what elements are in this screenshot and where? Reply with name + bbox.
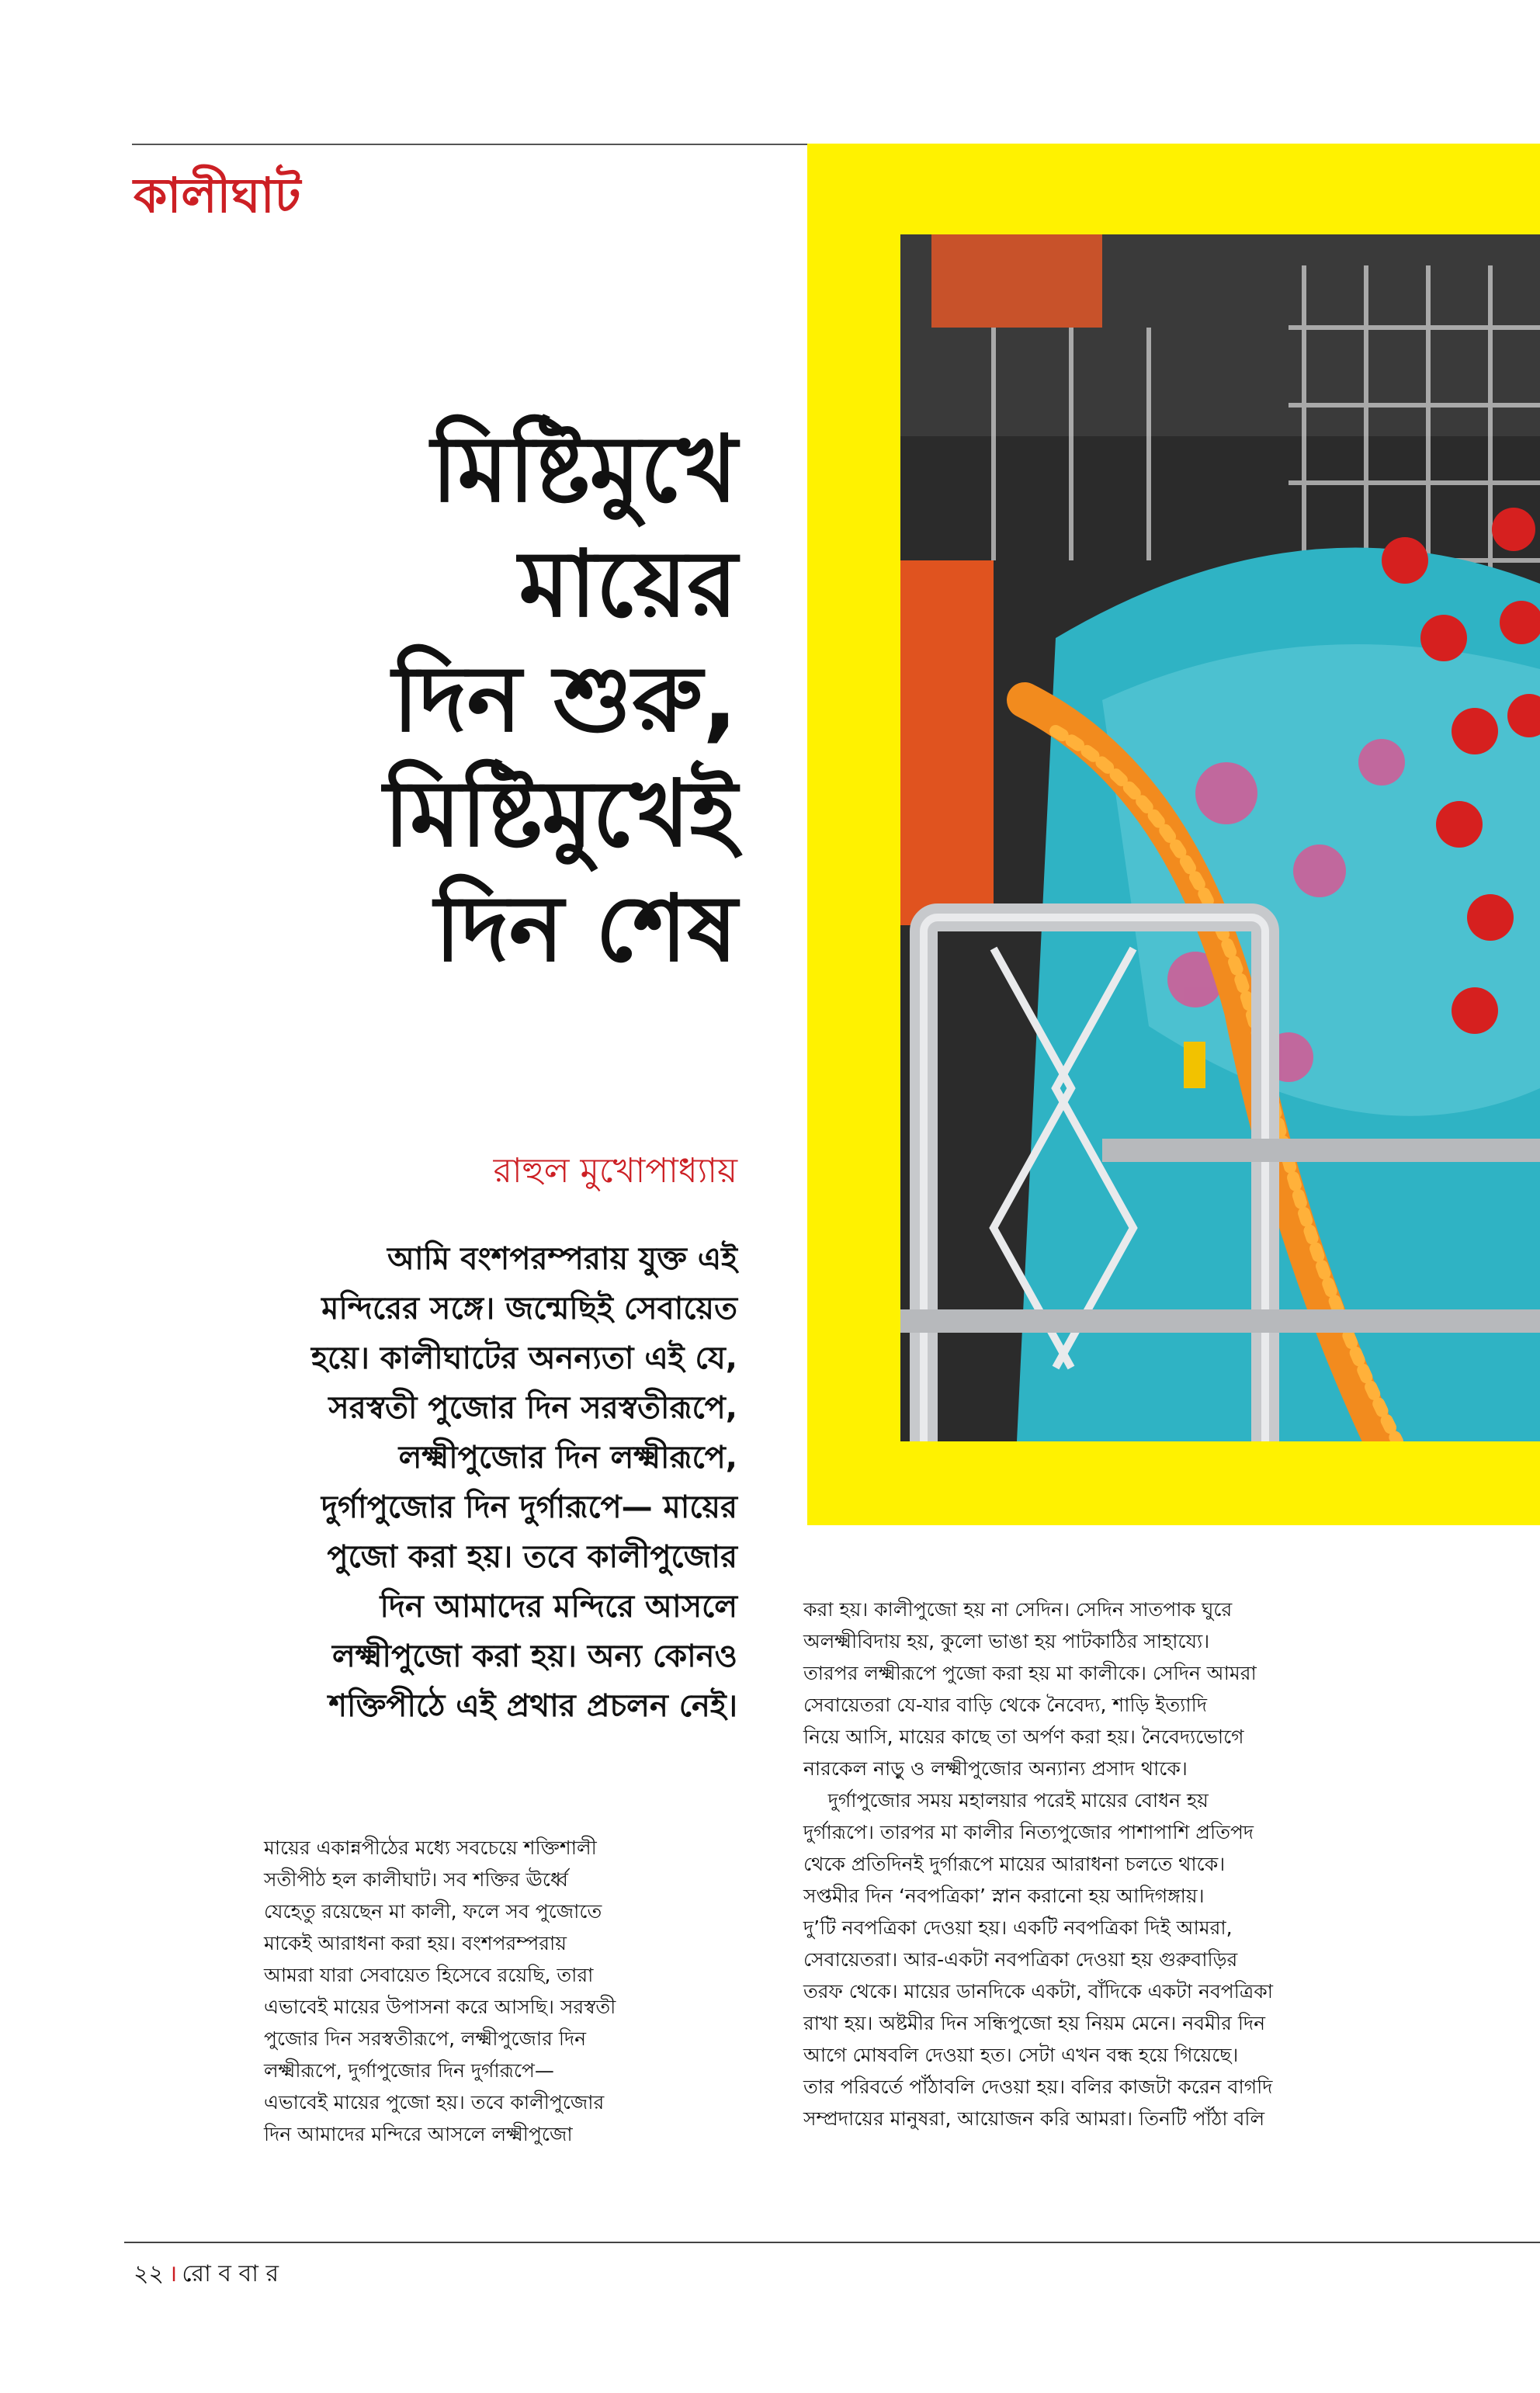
body-line: মাকেই আরাধনা করা হয়। বংশপরম্পরায়	[264, 1932, 567, 1954]
body-line: থেকে প্রতিদিনই দুর্গারূপে মায়ের আরাধনা চলতে থাকে।	[803, 1853, 1226, 1875]
body-line: নারকেল নাড়ু ও লক্ষ্মীপুজোর অন্যান্য প্রসাদ থাকে।	[803, 1757, 1188, 1780]
body-line: সপ্তমীর দিন ‘নবপত্রিকা’ স্নান করানো হয় আদিগঙ্গায়।	[803, 1885, 1205, 1907]
body-line: দু’টি নবপত্রিকা দেওয়া হয়। একটি নবপত্রিকা দিই আমরা,	[803, 1916, 1233, 1939]
body-line: আগে মোষবলি দেওয়া হত। সেটা এখন বন্ধ হয়ে গিয়েছে।	[803, 2044, 1239, 2066]
body-line: রাখা হয়। অষ্টমীর দিন সন্ধিপুজো হয় নিয়ম মেনে। নবমীর দিন	[803, 2012, 1266, 2034]
body-line: দুর্গারূপে। তারপর মা কালীর নিত্যপুজোর পাশাপাশি প্রতিপদ	[803, 1821, 1254, 1843]
headline-line: দিন শেষ	[434, 875, 737, 982]
body-line: নিয়ে আসি, মায়ের কাছে তা অর্পণ করা হয়। নৈবেদ্যভোগে	[803, 1725, 1244, 1748]
body-line: অলক্ষ্মীবিদায় হয়, কুলো ভাঙা হয় পাটকাঠির সাহায্যে।	[803, 1630, 1210, 1653]
pullquote-line: লক্ষ্মীপুজোর দিন লক্ষ্মীরূপে,	[398, 1440, 737, 1476]
body-line: সেবায়েতরা যে-যার বাড়ি থেকে নৈবেদ্য, শাড়ি ইত্যাদি	[803, 1694, 1207, 1716]
pullquote-line: দুর্গাপুজোর দিন দুর্গারূপে— মায়ের	[321, 1490, 737, 1525]
body-line: আমরা যারা সেবায়েত হিসেবে রয়েছি, তারা	[264, 1964, 594, 1986]
pullquote-line: হয়ে। কালীঘাটের অনন্যতা এই যে,	[311, 1340, 737, 1376]
byline: রাহুল মুখোপাধ্যায়	[493, 1151, 737, 1191]
pullquote-line: মন্দিরের সঙ্গে। জন্মেছিই সেবায়েত	[321, 1291, 737, 1327]
pullquote-line: লক্ষ্মীপুজো করা হয়। অন্য কোনও	[331, 1639, 737, 1674]
section-label: কালীঘাট	[134, 167, 301, 224]
pullquote	[210, 1234, 737, 1731]
temple-photo	[900, 234, 1540, 1441]
body-line: দুর্গাপুজোর সময় মহালয়ার পরেই মায়ের বোধন হয়	[803, 1789, 1209, 1812]
pullquote-line: দিন আমাদের মন্দিরে আসলে	[380, 1589, 737, 1625]
folio-separator: ।	[168, 2260, 178, 2287]
folio	[134, 2255, 279, 2294]
body-line: এভাবেই মায়ের পুজো হয়। তবে কালীপুজোর	[264, 2091, 605, 2114]
body-column-left	[264, 1832, 730, 2150]
body-line: সতীপীঠ হল কালীঘাট। সব শক্তির ঊর্ধ্বে	[264, 1868, 568, 1891]
headline-line: মায়ের	[519, 530, 737, 637]
body-line: যেহেতু রয়েছেন মা কালী, ফলে সব পুজোতে	[264, 1900, 602, 1923]
headline-line: দিন শুরু,	[392, 645, 737, 752]
pullquote-line: আমি বংশপরম্পরায় যুক্ত এই	[387, 1241, 737, 1277]
body-line: পুজোর দিন সরস্বতীরূপে, লক্ষ্মীপুজোর দিন	[264, 2027, 587, 2050]
headline-line: মিষ্টিমুখেই	[383, 760, 737, 867]
body-line: তার পরিবর্তে পাঁঠাবলি দেওয়া হয়। বলির কাজটা করেন বাগদি	[803, 2076, 1273, 2098]
page-number: ২২	[134, 2260, 165, 2287]
temple-photo-illustration	[900, 234, 1540, 1441]
pullquote-line: শক্তিপীঠে এই প্রথার প্রচলন নেই।	[328, 1688, 737, 1724]
body-line: লক্ষ্মীরূপে, দুর্গাপুজোর দিন দুর্গারূপে—	[264, 2059, 554, 2082]
pullquote-line: পুজো করা হয়। তবে কালীপুজোর	[327, 1539, 737, 1575]
body-line: করা হয়। কালীপুজো হয় না সেদিন। সেদিন সাতপাক ঘুরে	[803, 1598, 1233, 1621]
body-line: তরফ থেকে। মায়ের ডানদিকে একটা, বাঁদিকে একটা নবপত্রিকা	[803, 1980, 1274, 2003]
publication-name: রো ব বা র	[182, 2260, 279, 2287]
body-line: সম্প্রদায়ের মানুষরা, আয়োজন করি আমরা। তিনটি পাঁঠা বলি	[803, 2107, 1265, 2130]
body-line: দিন আমাদের মন্দিরে আসলে লক্ষ্মীপুজো	[264, 2123, 573, 2145]
headline-line: মিষ্টিমুখে	[431, 415, 737, 522]
bottom-rule	[124, 2242, 1540, 2243]
body-line: সেবায়েতরা। আর-একটা নবপত্রিকা দেওয়া হয় গুরুবাড়ির	[803, 1948, 1238, 1971]
pullquote-line: সরস্বতী পুজোর দিন সরস্বতীরূপে,	[328, 1390, 737, 1426]
body-line: তারপর লক্ষ্মীরূপে পুজো করা হয় মা কালীকে। সেদিন আমরা	[803, 1662, 1257, 1684]
body-line: মায়ের একান্নপীঠের মধ্যে সবচেয়ে শক্তিশালী	[264, 1836, 597, 1859]
body-line: এভাবেই মায়ের উপাসনা করে আসছি। সরস্বতী	[264, 1996, 616, 2018]
body-column-right	[803, 1594, 1506, 2135]
headline	[233, 411, 737, 986]
